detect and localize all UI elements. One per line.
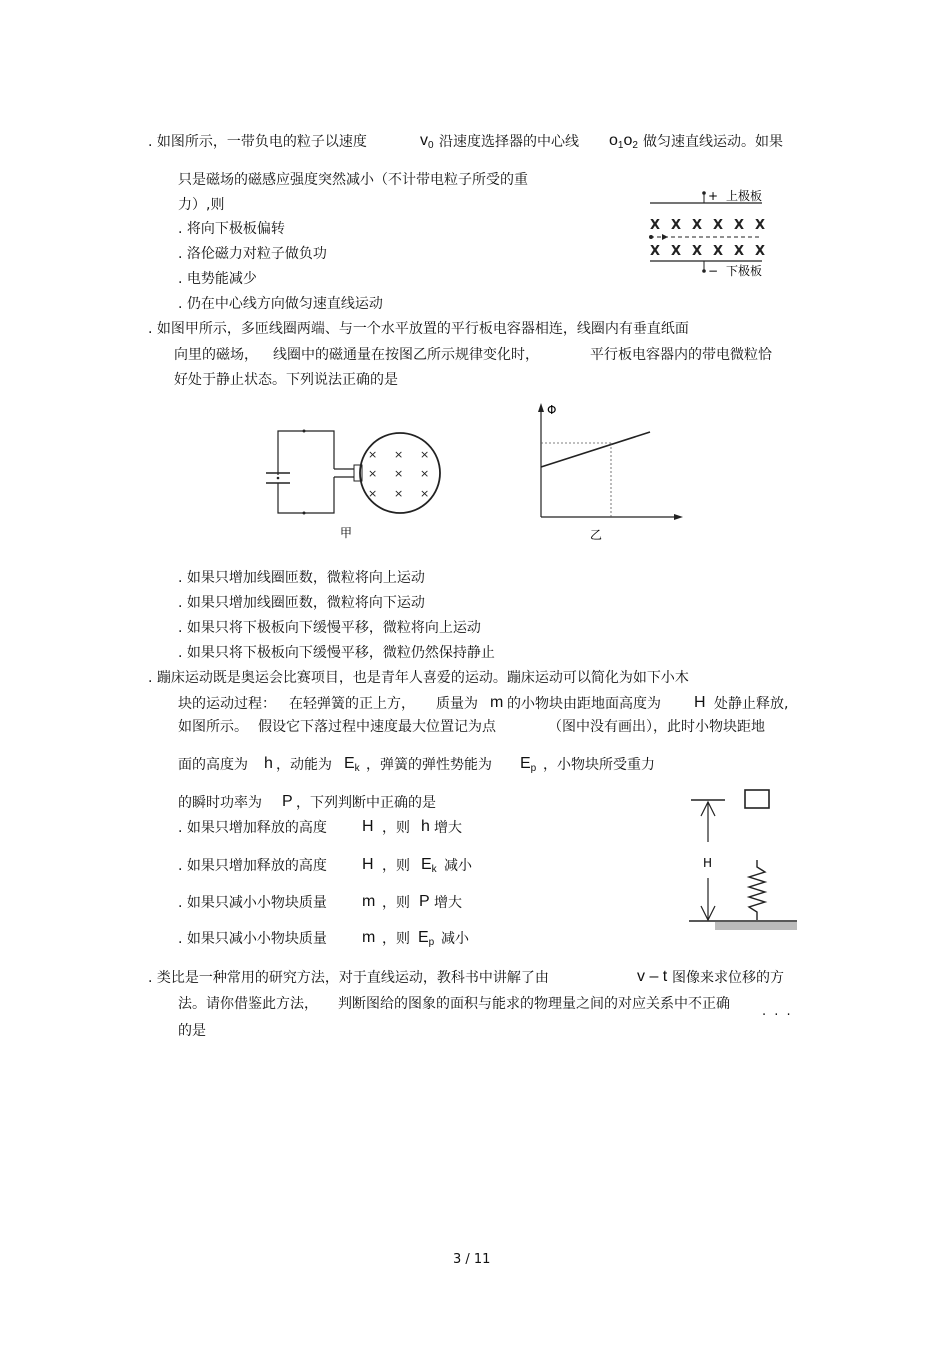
svg-text:×: ×: [420, 467, 430, 480]
svg-text:X: X: [734, 244, 745, 259]
q3-option-a-H: H: [362, 818, 374, 835]
flux-line: [541, 432, 650, 467]
small-block: [745, 790, 769, 808]
svg-text:×: ×: [394, 448, 404, 461]
svg-text:X: X: [671, 244, 682, 259]
q3-line1: . 蹦床运动既是奥运会比赛项目，也是青年人喜爱的运动。蹦床运动可以简化为如下小木: [148, 670, 689, 686]
svg-text:X: X: [755, 244, 766, 259]
q4-line1-b: 图像来求位移的方: [672, 970, 784, 986]
q4-vt: v – t: [637, 968, 668, 985]
svg-text:X: X: [713, 244, 724, 259]
q1-line1-b: 沿速度选择器的中心线: [439, 134, 579, 150]
q2-line1: . 如图甲所示，多匝线圈两端、与一个水平放置的平行板电容器相连，线圈内有垂直纸面: [148, 321, 689, 337]
fig-a-label: 甲: [340, 526, 353, 540]
q3-line3-c: （图中没有画出），此时小物块距地: [548, 719, 765, 735]
q3-option-a-h: h: [421, 818, 430, 835]
charged-particle: [277, 477, 280, 480]
q3-option-a-c: 增大: [434, 820, 462, 836]
q3-option-b-b: ，则: [382, 858, 410, 874]
q3-option-d-Ep: $E_p$: [418, 929, 435, 948]
page-number: 3 / 11: [453, 1252, 491, 1267]
svg-text:X: X: [692, 244, 703, 259]
q1-option-b: . 洛伦磁力对粒子做负功: [178, 246, 327, 262]
svg-text:X: X: [671, 218, 682, 233]
q3-option-c-P: P: [419, 893, 430, 910]
coil-capacitor-diagram: [262, 425, 452, 545]
x-axis-arrow-icon: [674, 514, 683, 520]
q1-option-c: . 电势能减少: [178, 271, 257, 287]
upper-plate-label: 上极板: [726, 189, 763, 203]
q3-option-d-m: m: [362, 929, 376, 946]
svg-text:×: ×: [368, 448, 378, 461]
plus-sign: +: [708, 189, 719, 203]
q3-line4-d: ，小物块所受重力: [543, 757, 655, 773]
q3-option-a: . 如果只增加释放的高度: [178, 820, 327, 836]
ground-hatch: [715, 922, 797, 930]
q3-line2-c: 质量为: [436, 696, 478, 712]
q3-line5-a: 的瞬时功率为: [178, 795, 262, 811]
q2-option-d: . 如果只将下极板向下缓慢平移，微粒仍然保持静止: [178, 645, 495, 661]
q4-line2-a: 法。请你借鉴此方法，: [178, 996, 318, 1012]
q4-line1-a: . 类比是一种常用的研究方法，对于直线运动，教科书中讲解了由: [148, 970, 549, 986]
spring-block-diagram: [685, 786, 805, 936]
q3-option-d-b: ，则: [382, 931, 410, 947]
q4-line2-b: 判断图给的图象的面积与能求的物理量之间的对应关系中不正确: [338, 996, 730, 1012]
svg-text:X: X: [650, 244, 661, 259]
q4-line3: 的是: [178, 1023, 206, 1039]
q3-line5-b: ，下列判断中正确的是: [296, 795, 436, 811]
y-axis-arrow-icon: [538, 403, 544, 412]
velocity-arrow-icon: [662, 234, 668, 240]
q2-option-a: . 如果只增加线圈匝数，微粒将向上运动: [178, 570, 425, 586]
svg-text:X: X: [755, 218, 766, 233]
q3-option-c-m: m: [362, 893, 376, 910]
particle: [649, 235, 653, 239]
q3-line2-b: 在轻弹簧的正上方，: [289, 696, 415, 712]
q4-emphasis-dots: . . .: [762, 1004, 793, 1019]
lower-plate-label: 下极板: [726, 264, 763, 278]
q1-line1-a: . 如图所示，一带负电的粒子以速度: [148, 134, 367, 150]
q3-line2-d: 的小物块由距地面高度为: [507, 696, 661, 712]
q2-line2-a: 向里的磁场，: [174, 347, 258, 363]
q3-Ek: $E_k$: [344, 755, 360, 774]
q3-option-d: . 如果只减小小物块质量: [178, 931, 327, 947]
q1-option-d: . 仍在中心线方向做匀速直线运动: [178, 296, 383, 312]
q1-line3: 力）,则: [178, 197, 225, 213]
q3-line4-b: ，动能为: [276, 757, 332, 773]
velocity-selector-diagram: [640, 185, 780, 280]
svg-text:×: ×: [420, 487, 430, 500]
height-H-label: H: [703, 856, 713, 870]
q3-line3-a: 如图所示。: [178, 719, 248, 735]
q3-option-c: . 如果只减小小物块质量: [178, 895, 327, 911]
q1-option-a: . 将向下极板偏转: [178, 221, 285, 237]
svg-text:×: ×: [368, 487, 378, 500]
q2-line3: 好处于静止状态。下列说法正确的是: [174, 372, 398, 388]
q3-H: H: [694, 694, 706, 711]
q1-v0: $v_0$: [420, 132, 434, 151]
q3-line2-a: 块的运动过程：: [178, 696, 276, 712]
svg-text:X: X: [713, 218, 724, 233]
q2-line2-b: 线圈中的磁通量在按图乙所示规律变化时，: [273, 347, 539, 363]
q3-line2-e: 处静止释放,: [714, 696, 789, 712]
q2-line2-c: 平行板电容器内的带电微粒恰: [590, 347, 772, 363]
q3-option-d-c: 减小: [441, 931, 469, 947]
spring: [749, 860, 765, 920]
q1-o1o2: $o_1o_2$: [609, 132, 638, 151]
svg-text:X: X: [692, 218, 703, 233]
svg-text:×: ×: [420, 448, 430, 461]
svg-text:×: ×: [394, 487, 404, 500]
q3-Ep: $E_p$: [520, 755, 537, 774]
flux-graph: [530, 400, 690, 545]
q3-option-b: . 如果只增加释放的高度: [178, 858, 327, 874]
q3-m: m: [490, 694, 504, 711]
svg-text:×: ×: [368, 467, 378, 480]
q1-line2: 只是磁场的磁感应强度突然减小（不计带电粒子所受的重: [178, 172, 528, 188]
q2-option-b: . 如果只增加线圈匝数，微粒将向下运动: [178, 595, 425, 611]
q3-option-a-b: ，则: [382, 820, 410, 836]
fig-b-label: 乙: [590, 528, 603, 542]
q3-option-c-b: ，则: [382, 895, 410, 911]
q1-line1-c: 做匀速直线运动。如果: [643, 134, 783, 150]
q3-line3-b: 假设它下落过程中速度最大位置记为点: [258, 719, 496, 735]
flux-axis-label: Φ: [547, 403, 557, 417]
q3-line4-c: ，弹簧的弹性势能为: [366, 757, 492, 773]
minus-sign: −: [708, 264, 719, 278]
svg-text:X: X: [650, 218, 661, 233]
q3-P: P: [282, 793, 293, 810]
q3-option-b-c: 减小: [444, 858, 472, 874]
q3-option-c-c: 增大: [434, 895, 462, 911]
q3-option-b-Ek: $E_k$: [421, 856, 437, 875]
svg-text:X: X: [734, 218, 745, 233]
q2-option-c: . 如果只将下极板向下缓慢平移，微粒将向上运动: [178, 620, 481, 636]
q3-line4-a: 面的高度为: [178, 757, 248, 773]
svg-text:×: ×: [394, 467, 404, 480]
q3-option-b-H: H: [362, 856, 374, 873]
q3-h: h: [264, 755, 273, 772]
